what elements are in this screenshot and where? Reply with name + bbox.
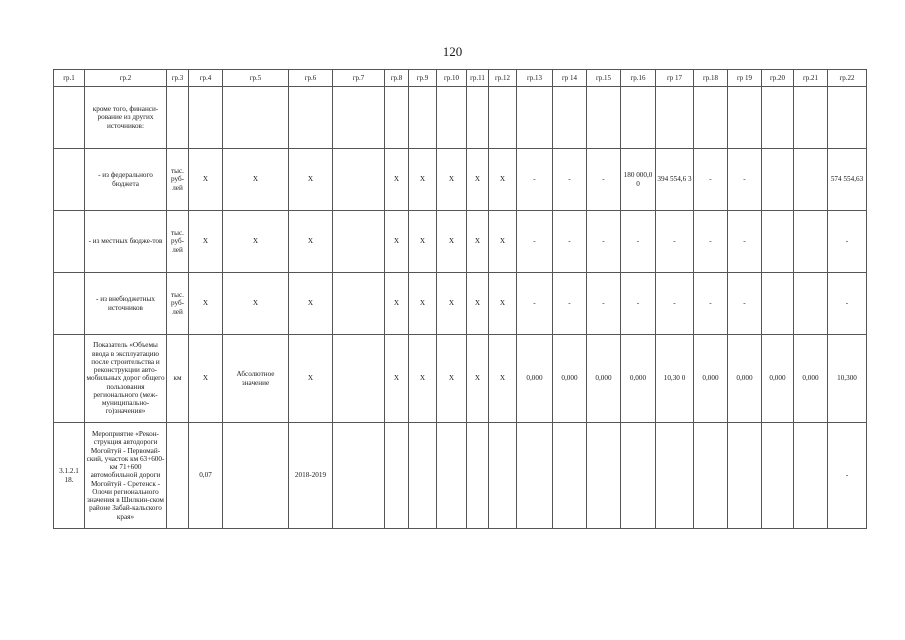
- table-cell: [467, 423, 489, 529]
- table-header-row: [54, 70, 867, 87]
- table-cell: -: [587, 273, 621, 335]
- table-cell: X: [189, 211, 223, 273]
- table-cell: [333, 423, 385, 529]
- table-cell: [54, 335, 85, 423]
- table-cell: -: [553, 149, 587, 211]
- table-cell: -: [728, 211, 762, 273]
- table-cell: 0,07: [189, 423, 223, 529]
- table-cell: -: [553, 273, 587, 335]
- table-cell: X: [189, 149, 223, 211]
- table-cell: X: [489, 149, 517, 211]
- table-cell: X: [489, 335, 517, 423]
- table-cell: X: [223, 211, 289, 273]
- table-cell: [762, 87, 794, 149]
- table-cell: X: [289, 149, 333, 211]
- column-header: гр.16: [621, 70, 656, 87]
- table-cell: тыс. руб-лей: [167, 211, 189, 273]
- table-cell: [54, 149, 85, 211]
- table-cell: [656, 423, 694, 529]
- table-cell: X: [289, 335, 333, 423]
- table-cell: [587, 87, 621, 149]
- column-header: гр.7: [333, 70, 385, 87]
- table-cell: -: [656, 273, 694, 335]
- table-cell: X: [223, 149, 289, 211]
- table-cell: [794, 149, 828, 211]
- table-cell: 0,000: [694, 335, 728, 423]
- table-cell: 394 554,6 3: [656, 149, 694, 211]
- table-cell: [489, 423, 517, 529]
- table-cell: [385, 423, 409, 529]
- table-cell: 0,000: [553, 335, 587, 423]
- table-cell: [409, 423, 437, 529]
- table-cell: [621, 423, 656, 529]
- table-cell: [54, 211, 85, 273]
- column-header: гр.11: [467, 70, 489, 87]
- table-cell: [794, 273, 828, 335]
- table-cell: X: [467, 211, 489, 273]
- column-header: гр.2: [85, 70, 167, 87]
- table-cell: [409, 87, 437, 149]
- table-cell: [694, 423, 728, 529]
- table-cell: [489, 87, 517, 149]
- table-cell: X: [189, 273, 223, 335]
- table-cell: X: [437, 149, 467, 211]
- table-cell: кроме того, финанси-рование из других источников:: [85, 87, 167, 149]
- table-cell: -: [517, 149, 553, 211]
- table-cell: -: [656, 211, 694, 273]
- table-row: [54, 423, 867, 529]
- table-cell: [728, 423, 762, 529]
- table-cell: -: [728, 149, 762, 211]
- table-cell: -: [621, 273, 656, 335]
- table-cell: [167, 87, 189, 149]
- table-row: [54, 211, 867, 273]
- table-cell: 10,300: [828, 335, 867, 423]
- table-cell: X: [467, 149, 489, 211]
- table-cell: -: [694, 211, 728, 273]
- table-cell: -: [517, 211, 553, 273]
- table-cell: - из внебюджетных источников: [85, 273, 167, 335]
- column-header: гр.22: [828, 70, 867, 87]
- column-header: гр 17: [656, 70, 694, 87]
- table-cell: -: [553, 211, 587, 273]
- table-cell: [223, 423, 289, 529]
- table-cell: -: [587, 211, 621, 273]
- table-cell: [794, 423, 828, 529]
- table-cell: [333, 335, 385, 423]
- table-cell: -: [517, 273, 553, 335]
- table-cell: X: [189, 335, 223, 423]
- table-cell: X: [385, 149, 409, 211]
- table-cell: -: [828, 423, 867, 529]
- table-cell: [385, 87, 409, 149]
- table-row: [54, 273, 867, 335]
- column-header: гр.13: [517, 70, 553, 87]
- table-cell: [587, 423, 621, 529]
- table-cell: 3.1.2.1 18.: [54, 423, 85, 529]
- column-header: гр.1: [54, 70, 85, 87]
- column-header: гр.5: [223, 70, 289, 87]
- table-cell: [762, 423, 794, 529]
- column-header: гр 19: [728, 70, 762, 87]
- table-cell: X: [489, 273, 517, 335]
- table-cell: [728, 87, 762, 149]
- table-cell: X: [409, 149, 437, 211]
- table-cell: 0,000: [587, 335, 621, 423]
- table-cell: [553, 423, 587, 529]
- table-cell: 574 554,63: [828, 149, 867, 211]
- table-cell: 0,000: [794, 335, 828, 423]
- table-cell: [794, 211, 828, 273]
- data-table: [53, 69, 867, 529]
- column-header: гр.18: [694, 70, 728, 87]
- table-cell: [656, 87, 694, 149]
- table-cell: [694, 87, 728, 149]
- table-cell: Показатель «Объемы ввода в эксплуатацию после строительства и реконструкции авто-мобильных дорог общего пользования регионального (меж-муниципально-го)значения»: [85, 335, 167, 423]
- table-cell: X: [437, 211, 467, 273]
- column-header: гр.21: [794, 70, 828, 87]
- table-cell: Мероприятие «Рекон-струкция автодороги Могойтуй - Первомай-ский, участок км 63+600-км 71+600 автомобильной дороги Могойтуй - Сретенск - Олочи регионального значения в Шилкин-ском районе Забай-кальского края»: [85, 423, 167, 529]
- table-cell: [762, 273, 794, 335]
- table-cell: X: [437, 335, 467, 423]
- table-cell: X: [385, 211, 409, 273]
- table-cell: [223, 87, 289, 149]
- table-cell: X: [409, 273, 437, 335]
- table-cell: 10,30 0: [656, 335, 694, 423]
- table-cell: X: [289, 273, 333, 335]
- table-cell: -: [694, 149, 728, 211]
- page-number: 120: [442, 44, 463, 59]
- table-cell: [517, 87, 553, 149]
- table-cell: тыс. руб-лей: [167, 273, 189, 335]
- table-cell: [54, 273, 85, 335]
- table-cell: тыс. руб-лей: [167, 149, 189, 211]
- table-cell: -: [587, 149, 621, 211]
- column-header: гр.20: [762, 70, 794, 87]
- table-cell: Абсолютное значение: [223, 335, 289, 423]
- table-cell: [333, 87, 385, 149]
- table-row: [54, 149, 867, 211]
- table-cell: [762, 211, 794, 273]
- table-cell: X: [289, 211, 333, 273]
- table-cell: [621, 87, 656, 149]
- table-cell: [54, 87, 85, 149]
- table-cell: 0,000: [762, 335, 794, 423]
- table-cell: [189, 87, 223, 149]
- table-cell: -: [694, 273, 728, 335]
- table-cell: [333, 273, 385, 335]
- table-cell: X: [223, 273, 289, 335]
- column-header: гр.4: [189, 70, 223, 87]
- table-cell: 180 000,0 0: [621, 149, 656, 211]
- table-cell: X: [385, 335, 409, 423]
- column-header: гр.15: [587, 70, 621, 87]
- table-cell: -: [828, 211, 867, 273]
- table-cell: [794, 87, 828, 149]
- table-cell: [289, 87, 333, 149]
- table-cell: -: [728, 273, 762, 335]
- table-cell: X: [409, 335, 437, 423]
- table-cell: [517, 423, 553, 529]
- table-cell: -: [828, 273, 867, 335]
- table-cell: X: [437, 273, 467, 335]
- table-cell: - из федерального бюджета: [85, 149, 167, 211]
- column-header: гр.8: [385, 70, 409, 87]
- table-cell: [333, 211, 385, 273]
- table-cell: X: [489, 211, 517, 273]
- table-cell: X: [467, 273, 489, 335]
- table-cell: [828, 87, 867, 149]
- table-cell: X: [409, 211, 437, 273]
- table-cell: -: [621, 211, 656, 273]
- column-header: гр.10: [437, 70, 467, 87]
- table-cell: 0,000: [728, 335, 762, 423]
- column-header: гр.9: [409, 70, 437, 87]
- table-cell: 0,000: [517, 335, 553, 423]
- column-header: гр.12: [489, 70, 517, 87]
- table-cell: - из местных бюдже-тов: [85, 211, 167, 273]
- column-header: гр 14: [553, 70, 587, 87]
- table-cell: [437, 87, 467, 149]
- table-cell: X: [467, 335, 489, 423]
- column-header: гр.3: [167, 70, 189, 87]
- table-cell: 2018-2019: [289, 423, 333, 529]
- table-row: [54, 87, 867, 149]
- table-cell: [437, 423, 467, 529]
- table-cell: [467, 87, 489, 149]
- table-cell: [762, 149, 794, 211]
- column-header: гр.6: [289, 70, 333, 87]
- table-cell: [167, 423, 189, 529]
- table-cell: км: [167, 335, 189, 423]
- table-cell: X: [385, 273, 409, 335]
- table-row: [54, 335, 867, 423]
- table-cell: [333, 149, 385, 211]
- table-cell: 0,000: [621, 335, 656, 423]
- table-cell: [553, 87, 587, 149]
